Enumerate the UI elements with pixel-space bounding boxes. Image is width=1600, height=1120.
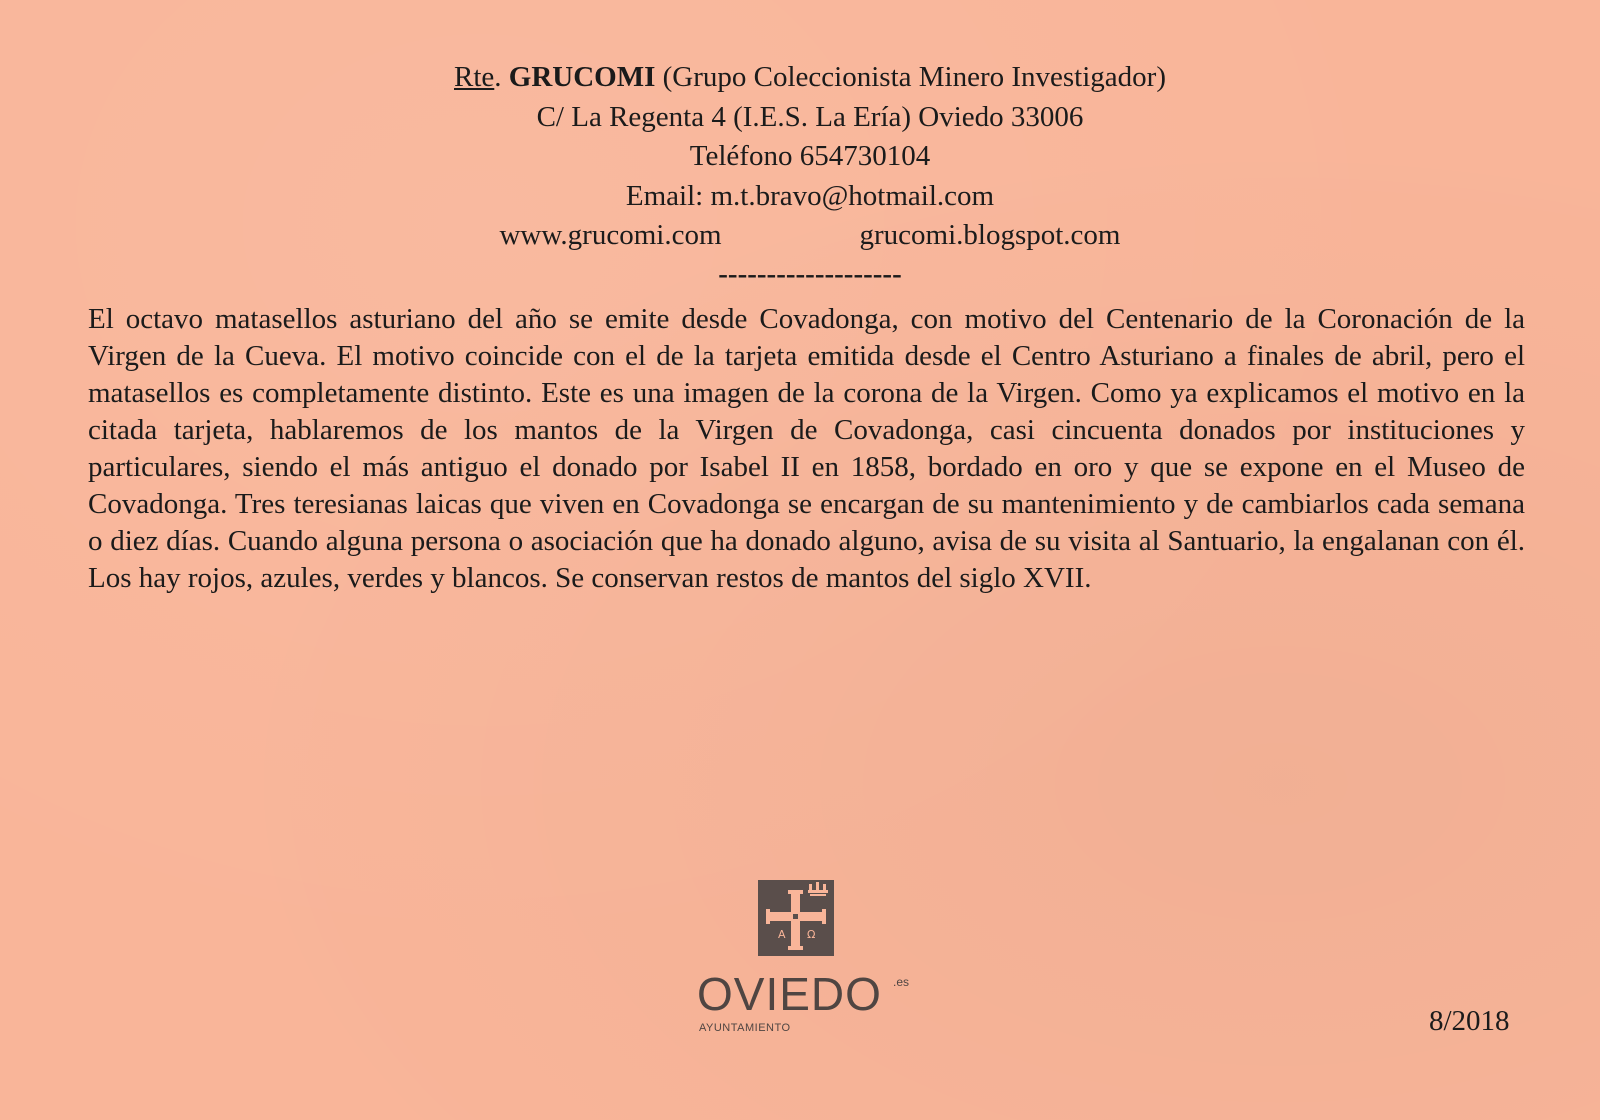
oviedo-tld: .es — [893, 975, 910, 989]
website-link[interactable]: www.grucomi.com — [499, 219, 722, 251]
phone-line: Teléfono 654730104 — [689, 140, 931, 172]
address-line: C/ La Regenta 4 (I.E.S. La Ería) Oviedo 33006 — [536, 100, 1084, 133]
web-line — [0, 216, 1600, 256]
email-line: Email: m.t.bravo@hotmail.com — [625, 179, 995, 212]
asturias-cross-crown-icon — [758, 880, 834, 956]
sender-label-dot: . — [494, 61, 509, 93]
svg-text:Ω: Ω — [807, 928, 816, 941]
issue-date: 8/2018 — [1429, 1005, 1510, 1037]
sender-label: Rte — [454, 61, 495, 93]
sender-line — [0, 58, 1600, 98]
oviedo-subtitle: AYUNTAMIENTO — [699, 1022, 791, 1034]
body-paragraph: El octavo matasellos asturiano del año se emite desde Covadonga, con motivo del Centenario de la Coronación de la Virgen de la Cueva. El motivo coincide con el de la tarjeta emitida desde el Centro Asturiano a finales de abril, pero el matasellos es completamente distinto. Este es una imagen de la corona de la Virgen. Como ya explicamos el motivo en la citada tarjeta, hablaremos de los mantos de la Virgen de Covadonga, casi cincuenta donados por instituciones y particulares, siendo el más antiguo el donado por Isabel II en 1858, bordado en oro y que se expone en el Museo de Covadonga. Tres teresianas laicas que viven en Covadonga se encargan de su mantenimiento y de cambiarlos cada semana o diez días. Cuando alguna persona o asociación que ha donado alguno, avisa de su visita al Santuario, la engalanan con él. Los hay rojos, azules, verdes y blancos. Se conservan restos de mantos del siglo XVII. — [88, 303, 1525, 594]
oviedo-wordmark: OVIEDO — [697, 968, 882, 1020]
sender-header — [0, 58, 1600, 292]
header-divider: ------------------- — [718, 257, 902, 290]
svg-text:Α: Α — [778, 928, 786, 941]
blog-link[interactable]: grucomi.blogspot.com — [859, 219, 1121, 251]
logo-graphic — [758, 880, 834, 956]
org-full-name: (Grupo Coleccionista Minero Investigador) — [655, 61, 1166, 93]
org-short-name: GRUCOMI — [508, 61, 656, 93]
